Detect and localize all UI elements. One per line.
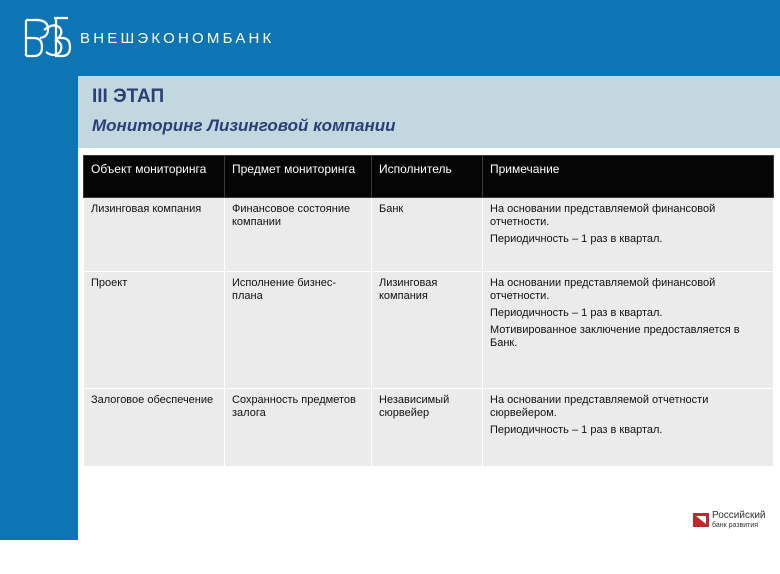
cell-notes: [483, 198, 774, 272]
cell-subject: Финансовое состояние компании: [225, 198, 372, 272]
note-line: Периодичность – 1 раз в квартал.: [490, 424, 663, 436]
cell-subject: Сохранность предметов залога: [225, 389, 372, 467]
bank-name: ВНЕШЭКОНОМБАНК: [80, 30, 275, 47]
cell-executor: Банк: [372, 198, 483, 272]
left-side-bar: [0, 76, 78, 574]
cell-executor: Лизинговая компания: [372, 272, 483, 389]
veb-logo-icon: [20, 12, 72, 64]
title-band: [78, 76, 780, 148]
cell-object: Проект: [84, 272, 225, 389]
rbr-logo-line1: Российский: [712, 510, 766, 521]
header-subject: Предмет мониторинга: [225, 156, 372, 198]
rbr-logo-icon: [693, 513, 709, 527]
cell-object: Лизинговая компания: [84, 198, 225, 272]
monitoring-table: [83, 155, 774, 467]
table-row: [84, 389, 774, 467]
slide-subtitle: Мониторинг Лизинговой компании: [92, 116, 396, 135]
rbr-logo-line2: банк развития: [712, 522, 759, 529]
cell-subject: Исполнение бизнес-плана: [225, 272, 372, 389]
note-line: На основании представляемой отчетности сюрвейером.: [490, 394, 709, 419]
note-line: Мотивированное заключение предоставляется в Банк.: [490, 324, 740, 349]
note-line: Периодичность – 1 раз в квартал.: [490, 233, 663, 245]
note-line: На основании представляемой финансовой отчетности.: [490, 277, 716, 302]
header-notes: Примечание: [483, 156, 774, 198]
header-executor: Исполнитель: [372, 156, 483, 198]
stage-title: III ЭТАП: [92, 86, 165, 107]
header-object: Объект мониторинга: [84, 156, 225, 198]
cell-notes: [483, 389, 774, 467]
page-number: 20: [30, 559, 45, 574]
cell-executor: Независимый сюрвейер: [372, 389, 483, 467]
table-row: [84, 272, 774, 389]
table-header-row: [84, 156, 774, 198]
note-line: Периодичность – 1 раз в квартал.: [490, 307, 663, 319]
note-line: На основании представляемой финансовой отчетности.: [490, 203, 716, 228]
cell-object: Залоговое обеспечение: [84, 389, 225, 467]
table-row: [84, 198, 774, 272]
top-header-bar: [0, 0, 780, 76]
cell-notes: [483, 272, 774, 389]
